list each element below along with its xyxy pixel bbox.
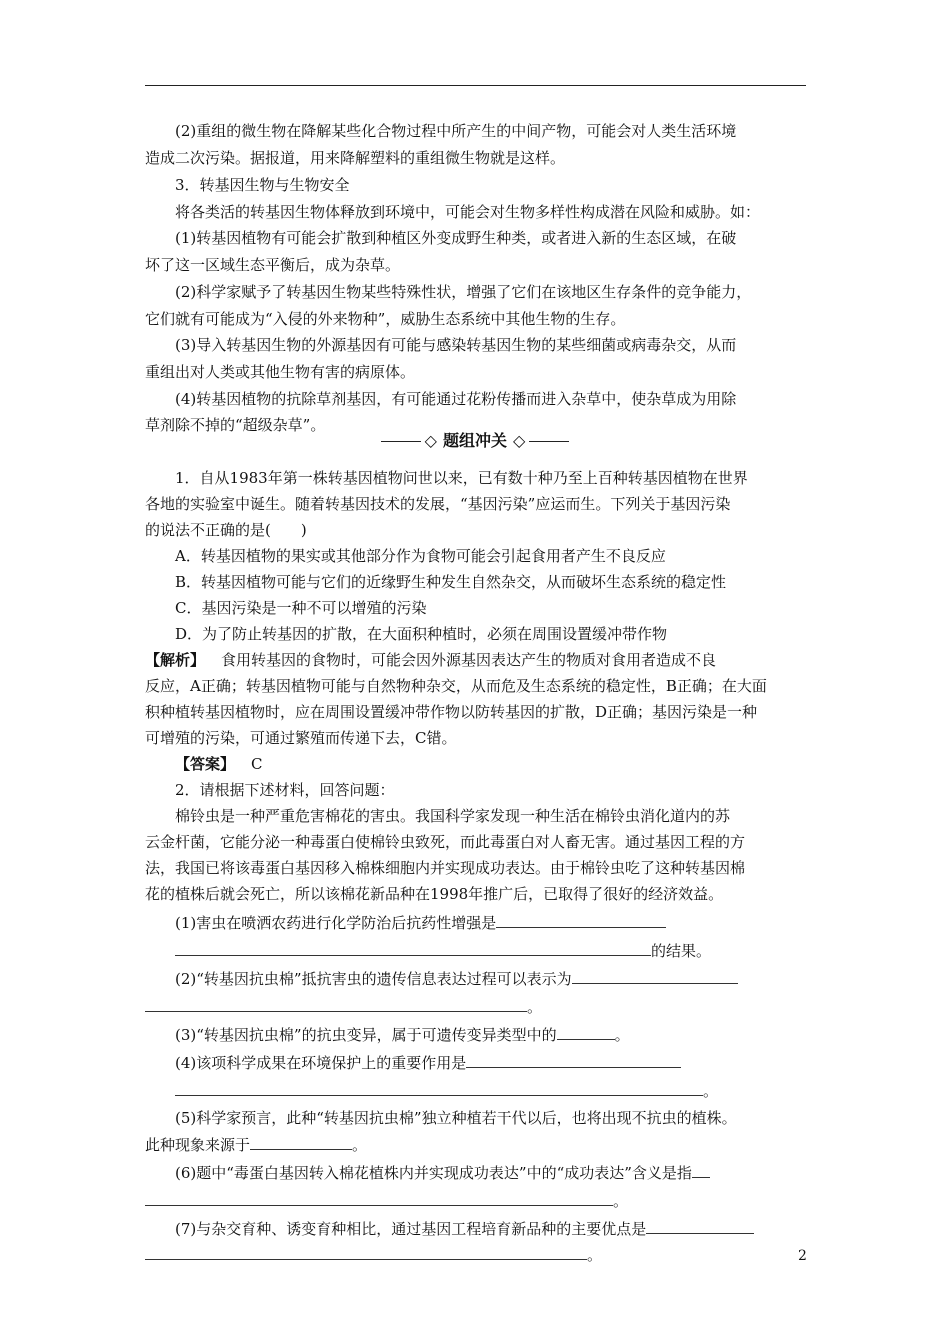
question-text: 1．自从1983年第一株转基因植物问世以来，已有数十种乃至上百种转基因植物在世界 (175, 469, 748, 487)
answer-blank[interactable] (646, 1218, 754, 1234)
subquestion-text: 此种现象来源于 (145, 1136, 251, 1154)
answer-label: 【答案】 (175, 755, 236, 773)
subquestion-2-cont (145, 996, 542, 1017)
subquestion-7-cont (145, 1244, 602, 1265)
option-c: C．基因污染是一种不可以增殖的污染 (175, 599, 427, 617)
answer-blank[interactable] (557, 1024, 615, 1040)
paragraph: 草剂除不掉的“超级杂草”。 (145, 416, 326, 434)
option-d: D．为了防止转基因的扩散，在大面积种植时，必须在周围设置缓冲带作物 (175, 625, 668, 643)
paragraph: 将各类活的转基因生物体释放到环境中，可能会对生物多样性构成潜在风险和威胁。如： (175, 203, 761, 221)
subquestion-text: 。 (587, 1246, 603, 1264)
answer-blank[interactable] (145, 996, 527, 1012)
analysis-text: 积种植转基因植物时，应在周围设置缓冲带作物以防转基因的扩散，D正确；基因污染是一种 (145, 703, 758, 721)
answer-blank[interactable] (466, 1052, 681, 1068)
section-title-text: 题组冲关 (442, 431, 507, 450)
answer-blank[interactable] (572, 968, 738, 984)
title-dash-right (529, 441, 569, 442)
subquestion-text: (6)题中“毒蛋白基因转入棉花植株内并实现成功表达”中的“成功表达”含义是指 (175, 1164, 692, 1182)
paragraph: (2)科学家赋予了转基因生物某些特殊性状，增强了它们在该地区生存条件的竞争能力， (175, 283, 752, 301)
diamond-icon: ◇ (424, 431, 437, 450)
subquestion-3 (175, 1024, 630, 1045)
paragraph: (3)导入转基因生物的外源基因有可能与感染转基因生物的某些细菌或病毒杂交，从而 (175, 336, 737, 354)
answer-blank[interactable] (250, 1134, 352, 1150)
answer-blank[interactable] (145, 1244, 587, 1260)
subquestion-1 (175, 912, 666, 933)
option-b: B．转基因植物可能与它们的近缘野生种发生自然杂交，从而破坏生态系统的稳定性 (175, 573, 727, 591)
paragraph: (4)转基因植物的抗除草剂基因，有可能通过花粉传播而进入杂草中，使杂草成为用除 (175, 390, 737, 408)
answer-value: C (251, 755, 263, 773)
subquestion-5: (5)科学家预言，此种“转基因抗虫棉”独立种植若干代以后，也将出现不抗虫的植株。 (175, 1109, 737, 1127)
subquestion-text: (3)“转基因抗虫棉”的抗虫变异，属于可遗传变异类型中的 (175, 1026, 557, 1044)
subquestion-4 (175, 1052, 681, 1073)
section-title (0, 430, 950, 452)
analysis-label: 【解析】 (145, 651, 206, 669)
page-number: 2 (798, 1248, 807, 1264)
answer-blank[interactable] (175, 940, 651, 956)
subquestion-7 (175, 1218, 754, 1239)
paragraph: 它们就有可能成为“入侵的外来物种”，威胁生态系统中其他生物的生存。 (145, 310, 626, 328)
subquestion-text: 。 (614, 1026, 630, 1044)
subquestion-6-cont (145, 1190, 628, 1211)
material-text: 棉铃虫是一种严重危害棉花的害虫。我国科学家发现一种生活在棉铃虫消化道内的苏 (175, 807, 731, 825)
subquestion-5-cont (145, 1134, 367, 1155)
analysis-text: 反应，A正确；转基因植物可能与自然物种杂交，从而危及生态系统的稳定性，B正确；在大面 (145, 677, 767, 695)
subquestion-4-cont (175, 1080, 718, 1101)
answer-blank[interactable] (496, 912, 666, 928)
subquestion-text: 。 (352, 1136, 368, 1154)
subquestion-text: 。 (703, 1082, 719, 1100)
paragraph: 造成二次污染。据报道，用来降解塑料的重组微生物就是这样。 (145, 149, 566, 167)
subquestion-text: (2)“转基因抗虫棉”抵抗害虫的遗传信息表达过程可以表示为 (175, 970, 572, 988)
paragraph: (1)转基因植物有可能会扩散到种植区外变成野生种类，或者进入新的生态区域，在破 (175, 229, 737, 247)
diamond-icon: ◇ (513, 431, 526, 450)
section-heading: 3．转基因生物与生物安全 (175, 176, 350, 194)
title-dash-left (381, 441, 421, 442)
analysis-text: 可增殖的污染，可通过繁殖而传递下去，C错。 (145, 729, 457, 747)
subquestion-1-cont (175, 940, 711, 961)
answer-blank[interactable] (692, 1162, 710, 1178)
question-text: 各地的实验室中诞生。随着转基因技术的发展，“基因污染”应运而生。下列关于基因污染 (145, 495, 731, 513)
answer-blank[interactable] (175, 1080, 703, 1096)
subquestion-text: (7)与杂交育种、诱变育种相比，通过基因工程培育新品种的主要优点是 (175, 1220, 647, 1238)
subquestion-2 (175, 968, 738, 989)
analysis (145, 650, 716, 670)
material-text: 云金杆菌，它能分泌一种毒蛋白使棉铃虫致死，而此毒蛋白对人畜无害。通过基因工程的方 (145, 833, 746, 851)
paragraph: 重组出对人类或其他生物有害的病原体。 (145, 363, 416, 381)
material-text: 法，我国已将该毒蛋白基因移入棉株细胞内并实现成功表达。由于棉铃虫吃了这种转基因棉 (145, 859, 746, 877)
subquestion-text: 。 (613, 1192, 629, 1210)
material-text: 花的植株后就会死亡，所以该棉花新品种在1998年推广后，已取得了很好的经济效益。 (145, 885, 724, 903)
header-rule (145, 85, 806, 86)
paragraph: (2)重组的微生物在降解某些化合物过程中所产生的中间产物，可能会对人类生活环境 (175, 122, 737, 140)
answer-blank[interactable] (145, 1190, 613, 1206)
subquestion-text: (4)该项科学成果在环境保护上的重要作用是 (175, 1054, 467, 1072)
subquestion-text: (1)害虫在喷洒农药进行化学防治后抗药性增强是 (175, 914, 497, 932)
subquestion-6 (175, 1162, 710, 1183)
subquestion-text: 的结果。 (651, 942, 712, 960)
option-a: A．转基因植物的果实或其他部分作为食物可能会引起食用者产生不良反应 (175, 547, 666, 565)
paragraph: 坏了这一区域生态平衡后，成为杂草。 (145, 256, 401, 274)
question-text: 2．请根据下述材料，回答问题： (175, 781, 395, 799)
answer (175, 754, 263, 774)
subquestion-text: 。 (527, 998, 543, 1016)
question-text: 的说法不正确的是( ) (145, 521, 307, 539)
analysis-text: 食用转基因的食物时，可能会因外源基因表达产生的物质对食用者造成不良 (221, 651, 717, 669)
